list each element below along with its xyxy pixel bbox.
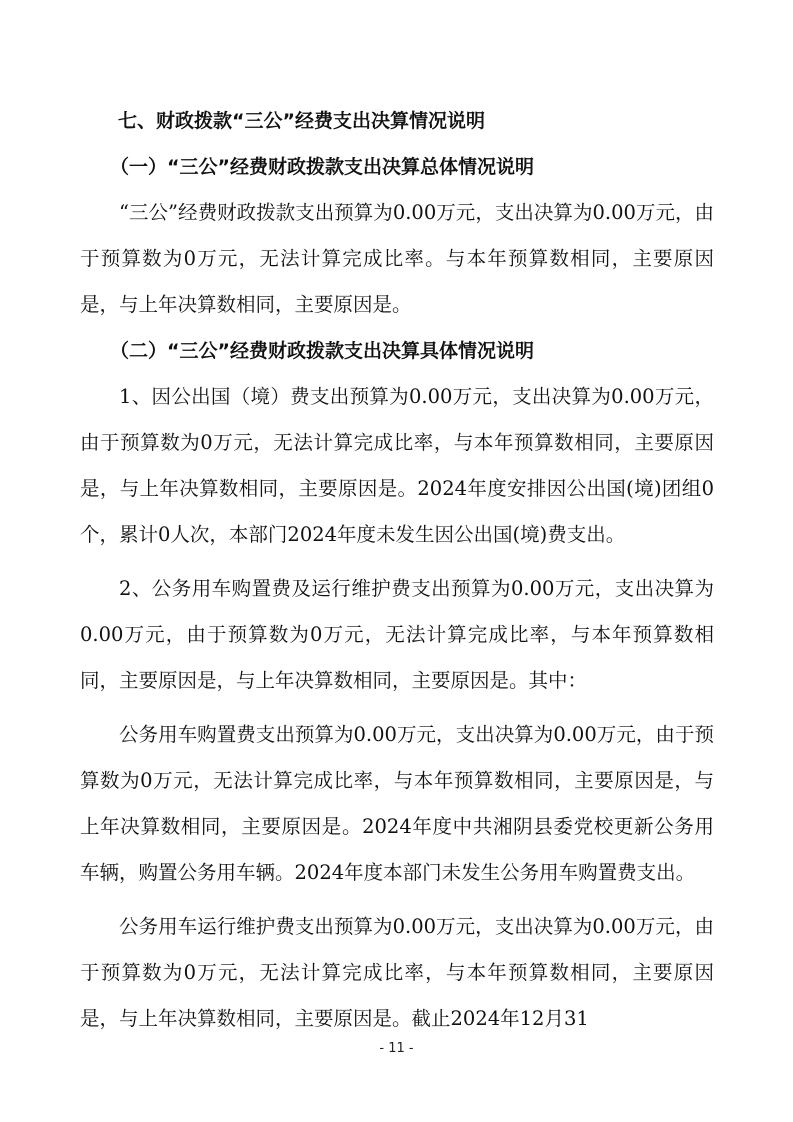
page-content (80, 98, 714, 1042)
paragraph-overseas-travel: 1、因公出国（境）费支出预算为0.00万元，支出决算为0.00万元，由于预算数为0万元，无法计算完成比率，与本年预算数相同，主要原因是，与上年决算数相同，主要原因是。2024年度安排因公出国(境)团组0个，累计0人次，本部门2024年度未发生因公出国(境)费支出。 (80, 385, 714, 546)
paragraph-overall: “三公”经费财政拨款支出预算为0.00万元，支出决算为0.00万元，由于预算数为0万元，无法计算完成比率。与本年预算数相同，主要原因是，与上年决算数相同，主要原因是。 (80, 201, 714, 316)
paragraph-vehicle-purchase: 公务用车购置费支出预算为0.00万元，支出决算为0.00万元，由于预算数为0万元，无法计算完成比率，与本年预算数相同，主要原因是，与上年决算数相同，主要原因是。2024年度中共湘阴县委党校更新公务用车辆，购置公务用车辆。2024年度本部门未发生公务用车购置费支出。 (80, 723, 714, 884)
page-number: - 11 - (379, 1041, 414, 1056)
paragraph-gap (80, 704, 714, 712)
subsection-heading-specific: （二）“三公”经费财政拨款支出决算具体情况说明 (110, 340, 534, 362)
paragraph-gap (80, 558, 714, 566)
paragraph-vehicle-maintenance: 公务用车运行维护费支出预算为0.00万元，支出决算为0.00万元，由于预算数为0万元，无法计算完成比率，与本年预算数相同，主要原因是，与上年决算数相同，主要原因是。截止2024年12月31 (80, 915, 714, 1030)
section-heading: 七、财政拨款“三公”经费支出决算情况说明 (118, 110, 485, 132)
paragraph-vehicle-total: 2、公务用车购置费及运行维护费支出预算为0.00万元，支出决算为0.00万元，由于预算数为0万元，无法计算完成比率，与本年预算数相同，主要原因是，与上年决算数相同，主要原因是。其中： (80, 577, 714, 692)
paragraph-gap (80, 896, 714, 904)
subsection-heading-overall: （一）“三公”经费财政拨款支出决算总体情况说明 (110, 156, 534, 178)
